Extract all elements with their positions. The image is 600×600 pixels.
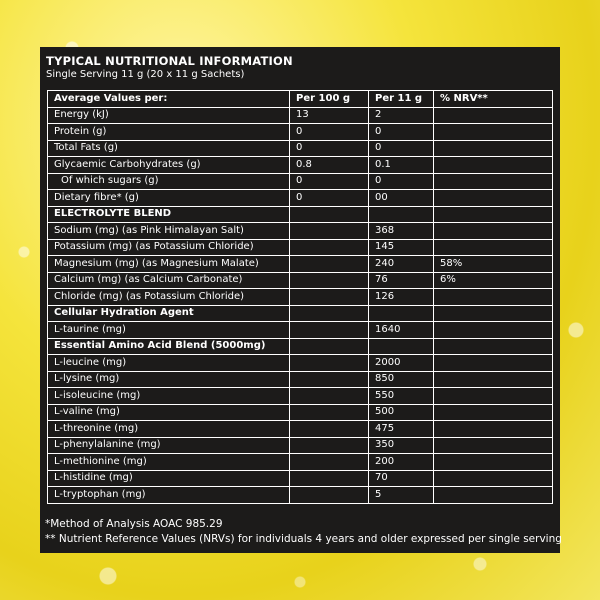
- row-nrv: [434, 338, 553, 355]
- row-label: Calcium (mg) (as Calcium Carbonate): [48, 272, 290, 289]
- row-nrv: [434, 322, 553, 339]
- section-row: [48, 338, 553, 355]
- row-per-serving: 1640: [369, 322, 434, 339]
- row-per-100g: 0: [290, 173, 369, 190]
- row-per-serving: 850: [369, 371, 434, 388]
- row-per-serving: 0: [369, 173, 434, 190]
- header-average-values: Average Values per:: [48, 91, 290, 108]
- row-per-serving: [369, 206, 434, 223]
- row-nrv: [434, 107, 553, 124]
- table-row: [48, 272, 553, 289]
- table-row: [48, 355, 553, 372]
- row-nrv: [434, 239, 553, 256]
- row-per-100g: [290, 256, 369, 273]
- row-nrv: 6%: [434, 272, 553, 289]
- row-label: L-valine (mg): [48, 404, 290, 421]
- row-per-100g: 0: [290, 140, 369, 157]
- section-label: ELECTROLYTE BLEND: [48, 206, 290, 223]
- row-nrv: [434, 173, 553, 190]
- row-label: Glycaemic Carbohydrates (g): [48, 157, 290, 174]
- table-row: [48, 388, 553, 405]
- row-per-serving: 2: [369, 107, 434, 124]
- row-per-100g: [290, 322, 369, 339]
- row-per-100g: 13: [290, 107, 369, 124]
- row-nrv: [434, 223, 553, 240]
- table-header-row: [48, 91, 553, 108]
- row-nrv: [434, 470, 553, 487]
- row-nrv: [434, 305, 553, 322]
- row-nrv: [434, 388, 553, 405]
- header-nrv: % NRV**: [434, 91, 553, 108]
- panel-subtitle: Single Serving 11 g (20 x 11 g Sachets): [46, 69, 245, 80]
- row-per-serving: 76: [369, 272, 434, 289]
- table-row: [48, 470, 553, 487]
- row-per-100g: [290, 437, 369, 454]
- row-per-100g: [290, 239, 369, 256]
- row-nrv: [434, 355, 553, 372]
- row-nrv: [434, 454, 553, 471]
- row-per-100g: [290, 388, 369, 405]
- table-row: [48, 454, 553, 471]
- row-label: Sodium (mg) (as Pink Himalayan Salt): [48, 223, 290, 240]
- row-per-serving: 126: [369, 289, 434, 306]
- row-per-100g: [290, 355, 369, 372]
- row-per-100g: [290, 305, 369, 322]
- row-label: Total Fats (g): [48, 140, 290, 157]
- row-nrv: [434, 421, 553, 438]
- row-label: Of which sugars (g): [48, 173, 290, 190]
- table-row: [48, 256, 553, 273]
- nutrition-table: [47, 90, 553, 504]
- row-nrv: [434, 190, 553, 207]
- row-per-100g: [290, 206, 369, 223]
- row-nrv: [434, 437, 553, 454]
- row-label: L-lysine (mg): [48, 371, 290, 388]
- row-per-serving: 350: [369, 437, 434, 454]
- row-per-100g: [290, 487, 369, 504]
- row-label: L-methionine (mg): [48, 454, 290, 471]
- section-label: Essential Amino Acid Blend (5000mg): [48, 338, 290, 355]
- row-per-serving: 475: [369, 421, 434, 438]
- row-nrv: [434, 487, 553, 504]
- table-row: [48, 107, 553, 124]
- row-label: Potassium (mg) (as Potassium Chloride): [48, 239, 290, 256]
- row-per-serving: 368: [369, 223, 434, 240]
- row-per-serving: 500: [369, 404, 434, 421]
- row-nrv: [434, 289, 553, 306]
- row-label: Chloride (mg) (as Potassium Chloride): [48, 289, 290, 306]
- row-label: Energy (kJ): [48, 107, 290, 124]
- row-per-100g: [290, 272, 369, 289]
- table-row: [48, 140, 553, 157]
- row-per-serving: 200: [369, 454, 434, 471]
- table-row: [48, 173, 553, 190]
- row-per-serving: 550: [369, 388, 434, 405]
- row-per-100g: [290, 470, 369, 487]
- table-row: [48, 322, 553, 339]
- row-per-serving: 70: [369, 470, 434, 487]
- row-label: L-taurine (mg): [48, 322, 290, 339]
- footnote-method: *Method of Analysis AOAC 985.29: [45, 518, 223, 530]
- table-row: [48, 223, 553, 240]
- row-label: L-tryptophan (mg): [48, 487, 290, 504]
- row-label: L-threonine (mg): [48, 421, 290, 438]
- nutrition-panel: [40, 47, 560, 553]
- row-label: L-histidine (mg): [48, 470, 290, 487]
- row-per-serving: 2000: [369, 355, 434, 372]
- row-per-100g: 0: [290, 124, 369, 141]
- table-row: [48, 371, 553, 388]
- footnote-nrv: ** Nutrient Reference Values (NRVs) for individuals 4 years and older expressed per single serving: [45, 533, 562, 545]
- row-label: Protein (g): [48, 124, 290, 141]
- row-per-serving: 0: [369, 124, 434, 141]
- row-label: L-isoleucine (mg): [48, 388, 290, 405]
- row-nrv: [434, 206, 553, 223]
- row-per-100g: [290, 421, 369, 438]
- row-per-100g: 0: [290, 190, 369, 207]
- row-per-100g: 0.8: [290, 157, 369, 174]
- section-row: [48, 206, 553, 223]
- row-per-serving: 00: [369, 190, 434, 207]
- row-per-100g: [290, 404, 369, 421]
- row-per-serving: [369, 338, 434, 355]
- row-per-serving: 5: [369, 487, 434, 504]
- row-per-100g: [290, 338, 369, 355]
- row-nrv: [434, 371, 553, 388]
- row-nrv: 58%: [434, 256, 553, 273]
- panel-title: TYPICAL NUTRITIONAL INFORMATION: [46, 54, 293, 68]
- table-row: [48, 157, 553, 174]
- row-nrv: [434, 157, 553, 174]
- row-per-serving: 240: [369, 256, 434, 273]
- header-per-serving: Per 11 g: [369, 91, 434, 108]
- row-nrv: [434, 140, 553, 157]
- header-per-100g: Per 100 g: [290, 91, 369, 108]
- table-row: [48, 404, 553, 421]
- row-per-serving: [369, 305, 434, 322]
- row-per-serving: 0: [369, 140, 434, 157]
- table-row: [48, 190, 553, 207]
- row-nrv: [434, 404, 553, 421]
- row-per-100g: [290, 223, 369, 240]
- section-label: Cellular Hydration Agent: [48, 305, 290, 322]
- row-per-100g: [290, 454, 369, 471]
- table-row: [48, 421, 553, 438]
- table-row: [48, 239, 553, 256]
- row-label: L-phenylalanine (mg): [48, 437, 290, 454]
- table-row: [48, 437, 553, 454]
- row-label: Dietary fibre* (g): [48, 190, 290, 207]
- row-per-serving: 145: [369, 239, 434, 256]
- row-label: L-leucine (mg): [48, 355, 290, 372]
- row-nrv: [434, 124, 553, 141]
- row-per-100g: [290, 371, 369, 388]
- row-per-serving: 0.1: [369, 157, 434, 174]
- table-row: [48, 124, 553, 141]
- table-row: [48, 487, 553, 504]
- table-row: [48, 289, 553, 306]
- section-row: [48, 305, 553, 322]
- row-per-100g: [290, 289, 369, 306]
- row-label: Magnesium (mg) (as Magnesium Malate): [48, 256, 290, 273]
